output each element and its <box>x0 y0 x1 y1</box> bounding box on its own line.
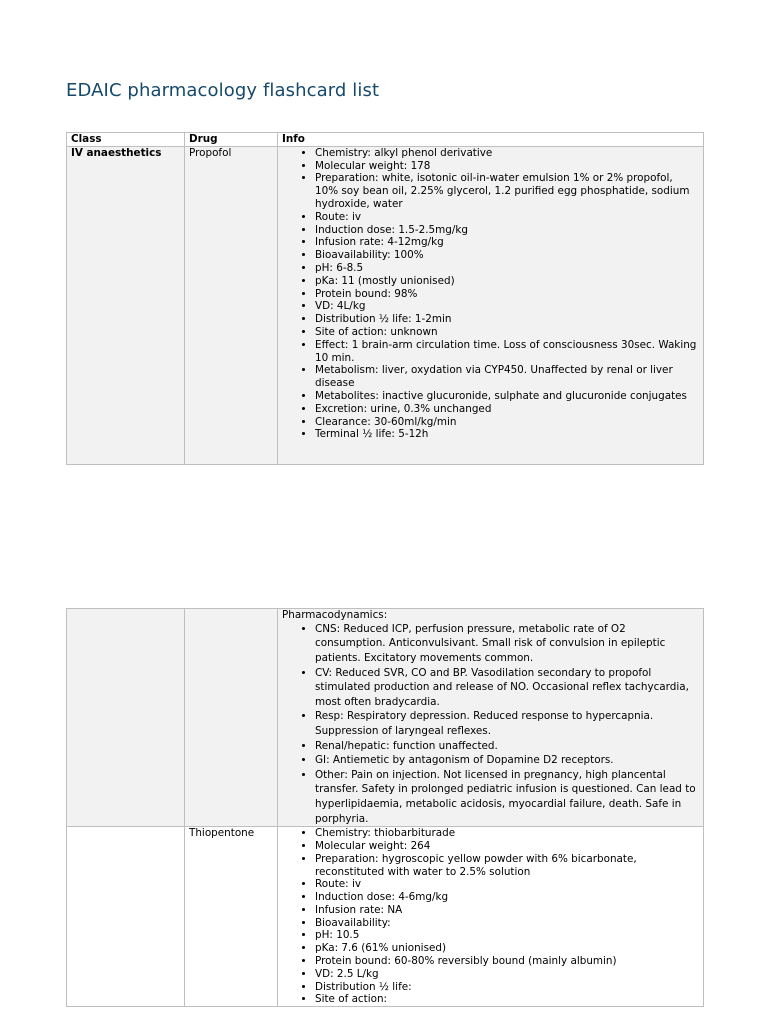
header-class: Class <box>67 133 185 147</box>
info-cell <box>278 827 704 1007</box>
list-item: • Renal/hepatic: function unaffected. <box>315 739 699 754</box>
drug-cell <box>185 609 278 827</box>
list-item: • Molecular weight: 264 <box>315 840 699 853</box>
list-item: • Preparation: hygroscopic yellow powder with 6% bicarbonate, reconstituted with water to 2.5% solution <box>315 853 699 879</box>
list-item: • Bioavailability: <box>315 917 699 930</box>
list-item: • VD: 4L/kg <box>315 300 699 313</box>
info-list <box>282 827 699 1006</box>
list-item: • Site of action: <box>315 993 699 1006</box>
list-item: • VD: 2.5 L/kg <box>315 968 699 981</box>
page-title: EDAIC pharmacology flashcard list <box>66 80 380 101</box>
list-item: • CNS: Reduced ICP, perfusion pressure, metabolic rate of O2 consumption. Anticonvulsivant. Small risk of convulsion in epileptic patients. Excitatory movements common. <box>315 622 699 666</box>
drug-cell: Propofol <box>185 146 278 464</box>
list-item: • Protein bound: 98% <box>315 288 699 301</box>
list-item: • pH: 6-8.5 <box>315 262 699 275</box>
pharmacodynamics-cell <box>278 609 704 827</box>
list-item: • Induction dose: 4-6mg/kg <box>315 891 699 904</box>
class-cell <box>67 827 185 1007</box>
list-item: • Effect: 1 brain-arm circulation time. Loss of consciousness 30sec. Waking 10 min. <box>315 339 699 365</box>
list-item: • Metabolism: liver, oxydation via CYP450. Unaffected by renal or liver disease <box>315 364 699 390</box>
drug-cell: Thiopentone <box>185 827 278 1007</box>
list-item: • pKa: 11 (mostly unionised) <box>315 275 699 288</box>
drug-table-page-1 <box>66 132 704 465</box>
list-item: • Infusion rate: NA <box>315 904 699 917</box>
pharmacodynamics-label: Pharmacodynamics: <box>282 609 388 621</box>
pharmacodynamics-list <box>282 622 699 826</box>
list-item: • Infusion rate: 4-12mg/kg <box>315 236 699 249</box>
list-item: • Bioavailability: 100% <box>315 249 699 262</box>
list-item: • Route: iv <box>315 211 699 224</box>
list-item: • Preparation: white, isotonic oil-in-water emulsion 1% or 2% propofol, 10% soy bean oil, 2.25% glycerol, 1.2 purified egg phosphatide, sodium hydroxide, water <box>315 172 699 210</box>
list-item: • Distribution ½ life: <box>315 981 699 994</box>
table-header-row <box>67 133 704 147</box>
list-item: • pKa: 7.6 (61% unionised) <box>315 942 699 955</box>
header-info: Info <box>278 133 704 147</box>
list-item: • GI: Antiemetic by antagonism of Dopamine D2 receptors. <box>315 753 699 768</box>
list-item: • Site of action: unknown <box>315 326 699 339</box>
info-list <box>282 147 699 441</box>
list-item: • pH: 10.5 <box>315 929 699 942</box>
drug-table-page-2 <box>66 608 704 1007</box>
list-item: • CV: Reduced SVR, CO and BP. Vasodilation secondary to propofol stimulated production and release of NO. Occasional reflex tachycardia, most often bradycardia. <box>315 666 699 710</box>
list-item: • Resp: Respiratory depression. Reduced response to hypercapnia. Suppression of laryngeal reflexes. <box>315 709 699 738</box>
list-item: • Metabolites: inactive glucuronide, sulphate and glucuronide conjugates <box>315 390 699 403</box>
table-row-thiopentone <box>67 827 704 1007</box>
table-row-propofol-pharmacodynamics <box>67 609 704 827</box>
list-item: • Other: Pain on injection. Not licensed in pregnancy, high plancental transfer. Safety in prolonged pediatric infusion is questioned. Can lead to hyperlipidaemia, metabolic acidosis, myocardial failure, death. Safe in porphyria. <box>315 768 699 826</box>
list-item: • Chemistry: thiobarbiturade <box>315 827 699 840</box>
list-item: • Chemistry: alkyl phenol derivative <box>315 147 699 160</box>
list-item: • Clearance: 30-60ml/kg/min <box>315 416 699 429</box>
table-row-propofol <box>67 146 704 464</box>
list-item: • Distribution ½ life: 1-2min <box>315 313 699 326</box>
info-cell <box>278 146 704 464</box>
list-item: • Terminal ½ life: 5-12h <box>315 428 699 441</box>
list-item: • Route: iv <box>315 878 699 891</box>
list-item: • Excretion: urine, 0.3% unchanged <box>315 403 699 416</box>
list-item: • Protein bound: 60-80% reversibly bound (mainly albumin) <box>315 955 699 968</box>
class-cell <box>67 609 185 827</box>
header-drug: Drug <box>185 133 278 147</box>
class-cell: IV anaesthetics <box>67 146 185 464</box>
list-item: • Molecular weight: 178 <box>315 160 699 173</box>
list-item: • Induction dose: 1.5-2.5mg/kg <box>315 224 699 237</box>
